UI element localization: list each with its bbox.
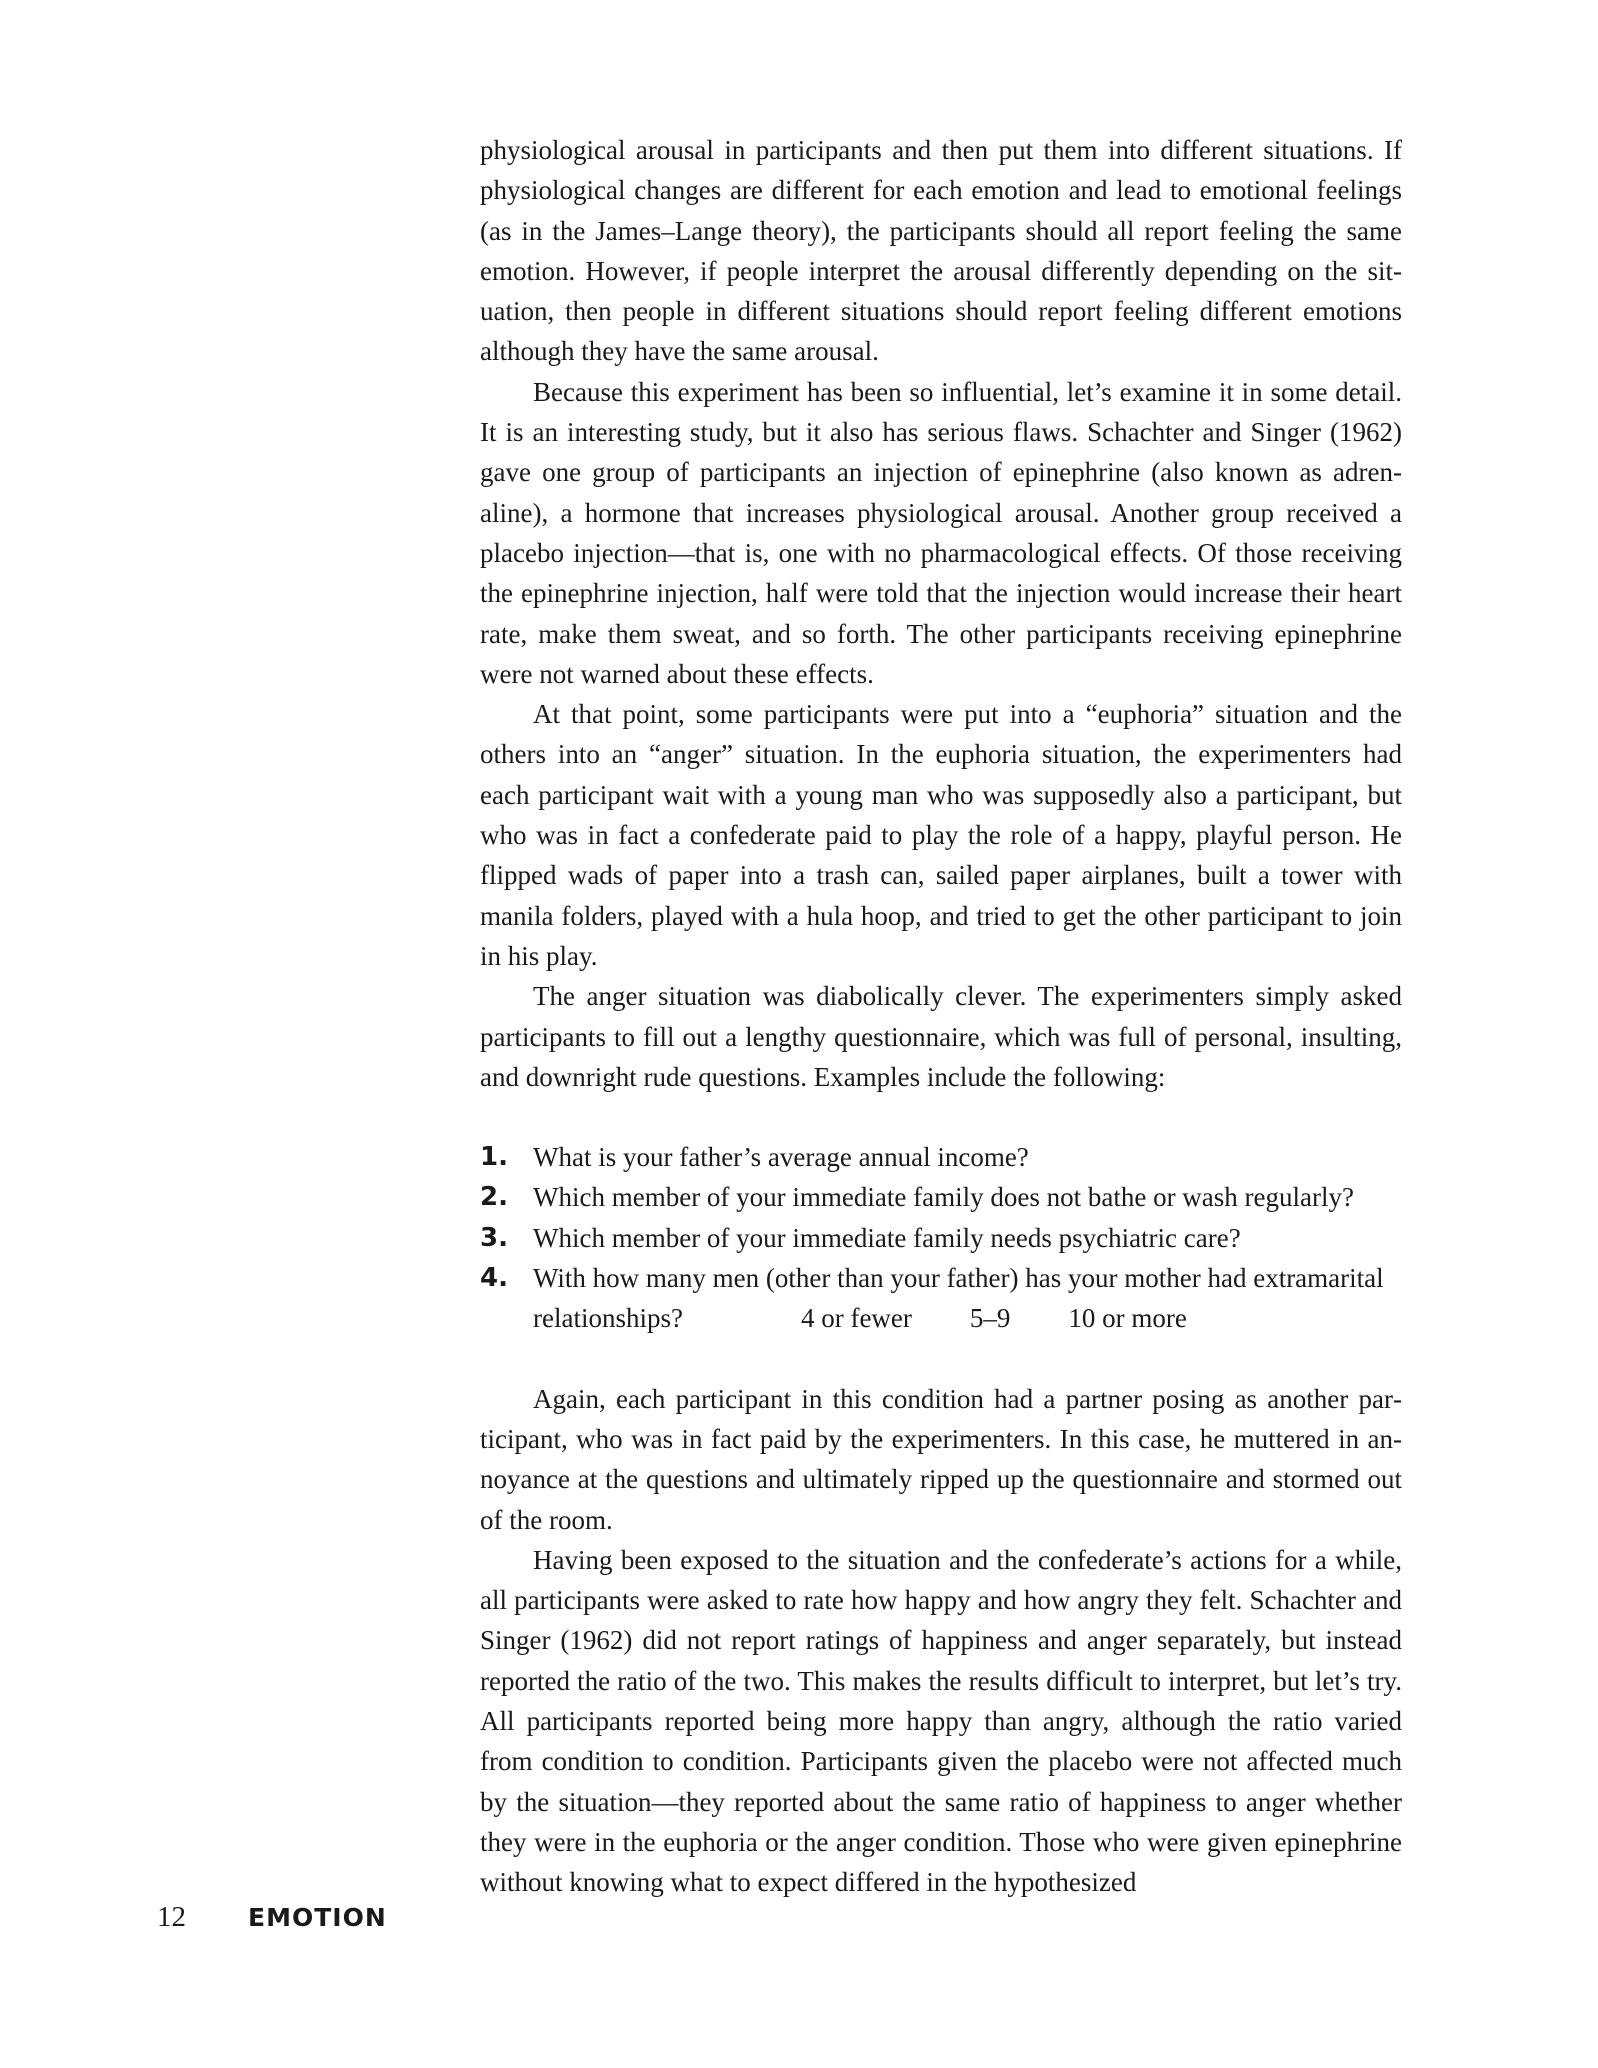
paragraph-anger-situation: The anger situation was diabolically clever. The experimenters simply asked participants to fill out a lengthy questionnaire, which was full of personal, insulting, and downright rude questions. Examples include the following: [480, 981, 1402, 1092]
list-item-number: 1. [480, 1142, 508, 1173]
list-item [480, 1177, 1402, 1217]
list-item-text: What is your father’s average annual income? [533, 1142, 1029, 1173]
page-footer [157, 1897, 387, 1937]
answer-option: 4 or fewer [800, 1303, 912, 1334]
list-item-number: 2. [480, 1182, 508, 1213]
list-item-text: Which member of your immediate family needs psychiatric care? [533, 1222, 1241, 1253]
chapter-title: EMOTION [248, 1903, 387, 1932]
questionnaire-list [480, 1137, 1402, 1338]
body-text [480, 130, 1402, 1902]
list-item [480, 1258, 1402, 1339]
list-item-text: With how many men (other than your father) has your mother had extramarital relationships? [533, 1263, 1384, 1334]
paragraph-partner: Again, each participant in this condition had a partner posing as another participant, who was in fact paid by the experimenters. In this case, he muttered in annoyance at the questions and ultimately ripped up the questionnaire and stormed out of the room. [480, 1383, 1402, 1535]
list-item [480, 1218, 1402, 1258]
page-number: 12 [157, 1901, 186, 1933]
paragraph-experiment-intro: Because this experiment has been so influential, let’s examine it in some detail. It is an interesting study, but it also has serious flaws. Schachter and Singer (1962) gave one group of participants an injection of epinephrine (also known as adrenaline), a hormone that increases physiological arousal. Another group received a placebo injection—that is, one with no pharmacological effects. Of those receiving the epinephrine injection, half were told that the injection would increase their heart rate, make them sweat, and so forth. The other participants receiving epinephrine were not warned about these effects. [480, 376, 1402, 689]
answer-option: 5–9 [969, 1303, 1011, 1334]
paragraph-results: Having been exposed to the situation and the confederate’s actions for a while, all participants were asked to rate how happy and how angry they felt. Schachter and Singer (1962) did not report ratings of happiness and anger separately, but instead reported the ratio of the two. This makes the results difficult to interpret, but let’s try. All participants reported being more happy than angry, although the ratio varied from condition to condition. Participants given the placebo were not affected much by the situation—they reported about the same ratio of happiness to anger whether they were in the euphoria or the anger condition. Those who were given epinephrine without knowing what to expect differed in the hypothesized [480, 1544, 1402, 1898]
paragraph-continued: physiological arousal in participants and then put them into different situations. If physiological changes are different for each emotion and lead to emotional feelings (as in the James–Lange theory), the participants should all report feeling the same emotion. However, if people interpret the arousal differently depending on the situation, then people in different situations should report feeling different emotions although they have the same arousal. [480, 135, 1402, 367]
list-item-number: 4. [480, 1263, 508, 1294]
list-item [480, 1137, 1402, 1177]
list-item-text: Which member of your immediate family does not bathe or wash regularly? [533, 1182, 1354, 1213]
answer-options [801, 1298, 1245, 1338]
list-item-number: 3. [480, 1222, 508, 1253]
answer-option: 10 or more [1068, 1303, 1187, 1334]
paragraph-euphoria-situation: At that point, some participants were put into a “euphoria” situation and the others into an “anger” situation. In the euphoria situation, the experimenters had each participant wait with a young man who was supposedly also a participant, but who was in fact a confederate paid to play the role of a happy, playful person. He flipped wads of paper into a trash can, sailed paper airplanes, built a tower with manila folders, played with a hula hoop, and tried to get the other participant to join in his play. [480, 699, 1402, 971]
